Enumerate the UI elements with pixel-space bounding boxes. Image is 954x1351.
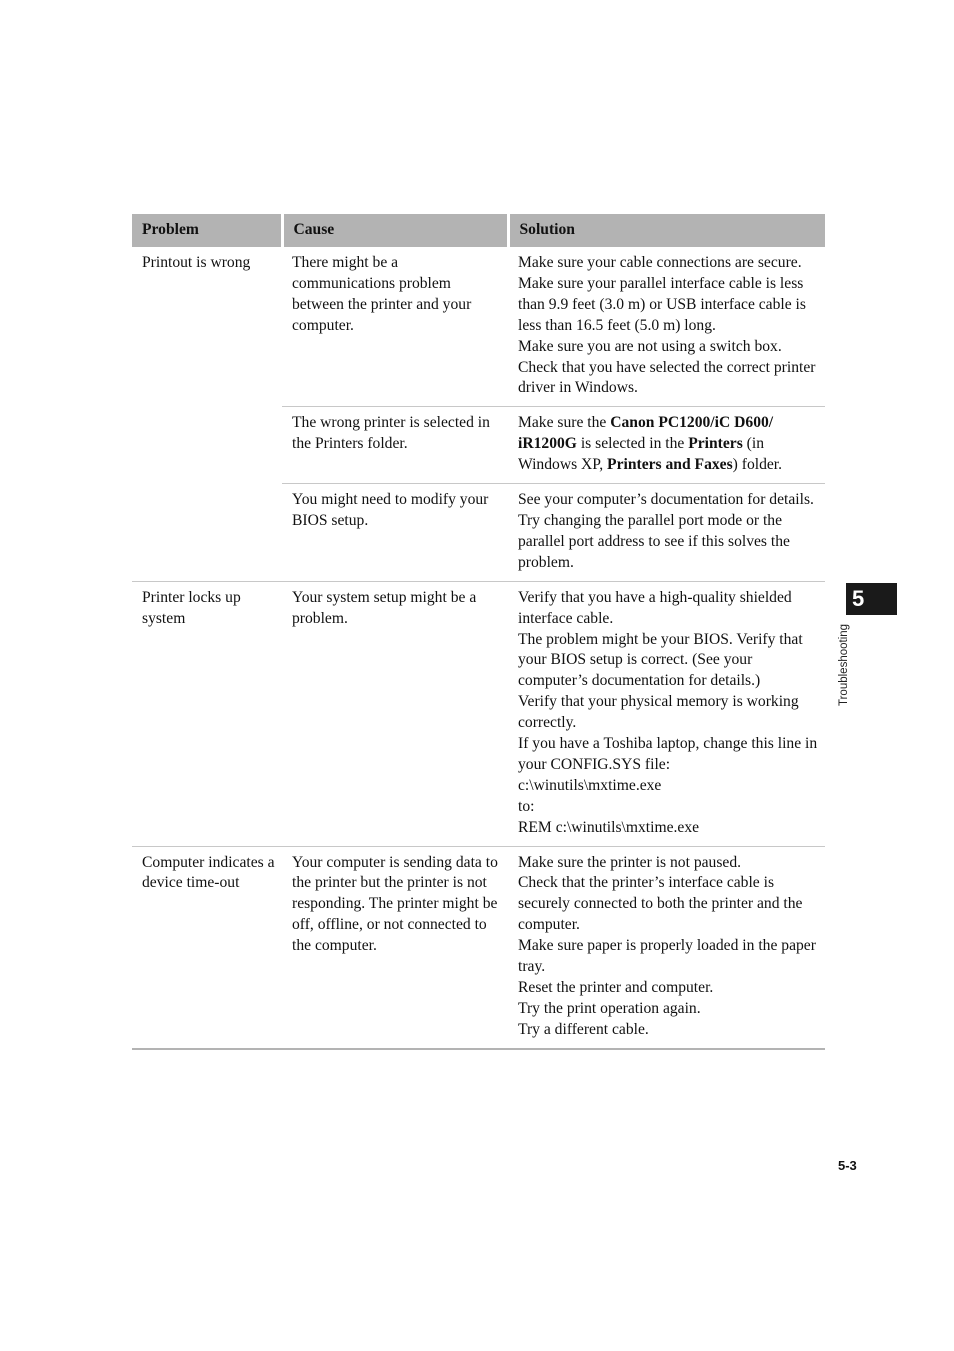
folder-name-printers: Printers [688,435,743,453]
header-cause: Cause [282,214,508,247]
folder-name-printers-faxes: Printers and Faxes [607,456,733,474]
table-header-row [132,214,825,247]
solution-cell [508,581,825,846]
solution-line: Check that the printer’s interface cable is securely connected to both the printer and the computer. [518,874,803,934]
solution-text: ) folder. [732,456,783,474]
solution-text: Make sure the [518,414,611,432]
cause-cell: Your computer is sending data to the printer but the printer is not responding. The printer might be off, offline, or not connected to the computer. [282,846,508,1049]
page-number: 5-3 [838,1158,857,1173]
table-row [132,846,825,1049]
solution-line: Try a different cable. [518,1020,649,1038]
solution-line: If you have a Toshiba laptop, change this line in your CONFIG.SYS file: [518,735,818,773]
solution-cell [508,407,825,484]
solution-line: Make sure paper is properly loaded in the paper tray. [518,937,816,976]
cause-cell: Your system setup might be a problem. [282,581,508,846]
solution-cell [508,247,825,407]
problem-cell: Computer indicates a device time-out [132,846,282,1049]
solution-text: (in Windows XP, [518,435,765,474]
solution-cell: See your computer’s documentation for details. Try changing the parallel port mode or the parallel port address to see if this solves the problem. [508,484,825,582]
solution-line: Check that you have selected the correct printer driver in Windows. [518,358,816,397]
cause-cell: You might need to modify your BIOS setup. [282,484,508,582]
troubleshooting-table [132,214,825,1050]
problem-cell: Printout is wrong [142,254,251,271]
solution-line: Try the print operation again. [518,999,701,1017]
cause-cell: The wrong printer is selected in the Printers folder. [282,407,508,484]
solution-line: c:\winutils\mxtime.exe [518,776,662,794]
problem-cell: Printer locks up system [132,581,282,846]
solution-line: Reset the printer and computer. [518,979,714,996]
product-name: Canon PC1200/iC D600/ iR1200G [518,414,774,453]
header-problem: Problem [132,214,282,247]
solution-line: to: [518,797,535,815]
table-row [132,247,825,407]
solution-line: Verify that you have a high-quality shielded interface cable. [518,588,792,627]
chapter-tab: 5 [846,583,897,615]
chapter-title: Troubleshooting [838,623,850,706]
solution-line: Make sure your cable connections are secure. [518,254,802,271]
header-solution: Solution [508,214,825,247]
solution-text: is selected in the [576,435,689,453]
cause-cell: There might be a communications problem between the printer and your computer. [292,254,472,334]
solution-line: The problem might be your BIOS. Verify that your BIOS setup is correct. (See your computer’s documentation for details.) [518,630,803,690]
solution-cell [508,846,825,1049]
solution-line: Make sure you are not using a switch box. [518,337,782,355]
solution-line: Verify that your physical memory is working correctly. [518,693,799,732]
solution-line: REM c:\winutils\mxtime.exe [518,818,700,836]
table-row [132,581,825,846]
solution-line: Make sure the printer is not paused. [518,853,742,871]
solution-line: Make sure your parallel interface cable is less than 9.9 feet (3.0 m) or USB interface cable is less than 16.5 feet (5.0 m) long. [518,274,806,334]
